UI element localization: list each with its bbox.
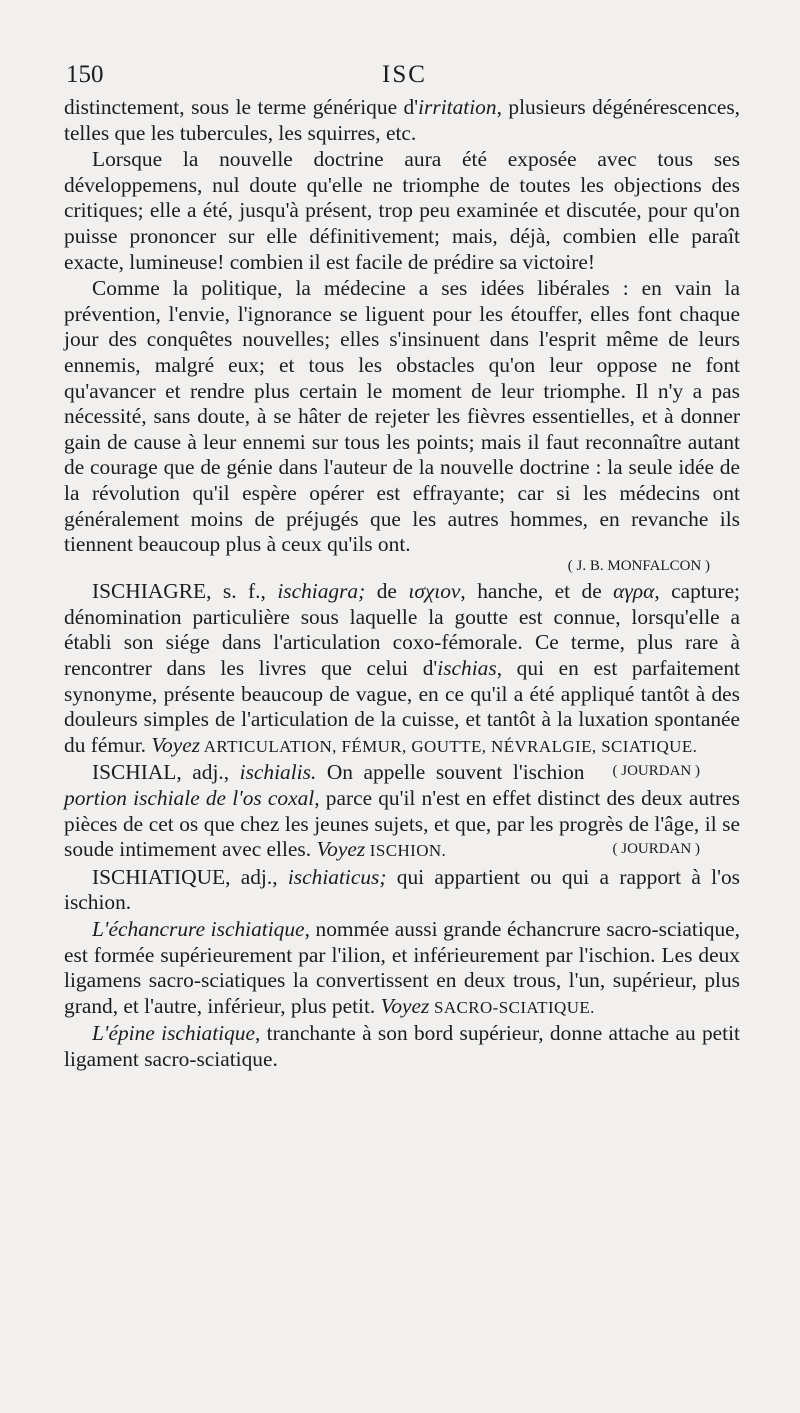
text-run: , tranchante à son bord supérieur, donne attache au petit ligament sacro-sciatique. [64,1021,740,1071]
text-run: , adj., [225,864,288,889]
italic-term: L'épine ischiatique [92,1021,255,1046]
text-run: On appelle souvent l'ischion [316,760,585,785]
greek-term: ισχιον [408,579,461,604]
text-run: , hanche, et de [460,579,614,604]
see-also-label: Voyez [151,732,201,757]
italic-term: L'échancrure ischiatique [92,917,305,941]
running-head: ISC [382,61,427,88]
text-run: , nommée aussi grande échancrure sacro-sciatique, est formée supérieurement par l'ilion, et inférieurement par l'ischion. Les deux ligamens sacro-sciatiques la convertissent en deux trous, l'un, supérieur, plus grand, et l'autre, inférieur, plus petit. [64,917,740,1018]
entry-ischiatique [64,865,740,916]
author-signature: ( JOURDAN ) [612,763,700,780]
text-run: , adj., [176,760,240,785]
text-run: , parce qu'il n'est en effet distinct des deux autres pièces de cet os que chez les jeunes sujets, et que, par les progrès de l'âge, il se soude intimement avec elles. [64,786,740,862]
italic-term: portion ischiale de l'os coxal [64,786,315,811]
author-signature: ( JOURDAN ) [612,841,700,858]
paragraph-epine [64,1021,740,1072]
cross-references: ARTICULATION, FÉMUR, GOUTTE, NÉVRALGIE, SCIATIQUE. [200,736,698,756]
text-run: , capture; dénomination particulière sous laquelle la goutte est connue, lorsqu'elle a établi son siége dans l'articulation coxo-fémorale. Ce terme, plus rare à rencontrer dans les livres que celui d' [64,579,741,681]
latin-term: ischiaticus; [287,864,387,889]
author-signature: ( J. B. MONFALCON ) [567,557,710,574]
page-body [64,95,740,1073]
cross-references: ISCHION. [365,841,447,861]
paragraph-continuation [64,95,740,146]
page-header [66,58,740,92]
text-run: , plusieurs dégénérescences, telles que les tubercules, les squirres, etc. [64,95,740,145]
paragraph-doctrine: Lorsque la nouvelle doctrine aura été exposée avec tous ses développemens, nul doute qu'elle ne triomphe de toutes les objections des critiques; elle a été, jusqu'à présent, trop peu examinée et discutée, pour qu'on puisse prononcer sur elle définitivement; mais, déjà, combien elle paraît exacte, lumineuse! combien il est facile de prédire sa victoire! [64,147,740,274]
page-number: 150 [66,61,104,88]
text-run: Comme la politique, la médecine a ses idées libérales : en vain la prévention, l'envie, l'ignorance se liguent pour les étouffer, elles font chaque jour des conquêtes nouvelles; elles s'insinuent dans l'esprit même de leurs ennemis, malgré eux; et tous les obstacles qu'on leur oppose ne font qu'avancer et rendre plus certain le moment de leur triomphe. Il n'y a pas nécessité, sans doute, à se hâter de rejeter les fièvres essentielles, et à donner gain de cause à leur ennemi sur tous les points; mais il faut reconnaître autant de courage que de génie dans l'auteur de la nouvelle doctrine : la seule idée de la révolution qu'il espère opérer est effrayante; car si les médecins ont généralement moins de préjugés que les autres hommes, en revanche ils tiennent beaucoup plus à ceux qu'ils ont. [64,276,740,557]
text-run: qui appartient ou qui a rapport à l'os ischion. [64,864,740,915]
see-also-label: Voyez [316,837,366,862]
text-run: distinctement, sous le terme générique d' [64,95,419,119]
entry-headword: ISCHIAGRE [92,579,207,604]
italic-term: ischias [437,656,497,681]
text-run: , s. f., [206,579,278,604]
greek-term: αγρα [613,579,655,604]
cross-references: SACRO-SCIATIQUE. [429,997,595,1017]
entry-headword: ISCHIAL [92,760,177,785]
text-run: , qui en est parfaitement synonyme, présente beaucoup de vague, en ce qu'il a été appliqué tantôt à des douleurs simples de l'articulation de la cuisse, et tantôt à la luxation spontanée du fémur. [64,656,740,757]
italic-term: irritation [418,95,497,119]
text-run: de [365,579,409,604]
latin-term: ischialis. [239,760,317,785]
latin-term: ischiagra; [277,579,366,604]
paragraph-politique [64,276,740,558]
entry-headword: ISCHIATIQUE [92,864,226,889]
see-also-label: Voyez [380,993,430,1018]
paragraph-echancrure [64,917,740,1020]
